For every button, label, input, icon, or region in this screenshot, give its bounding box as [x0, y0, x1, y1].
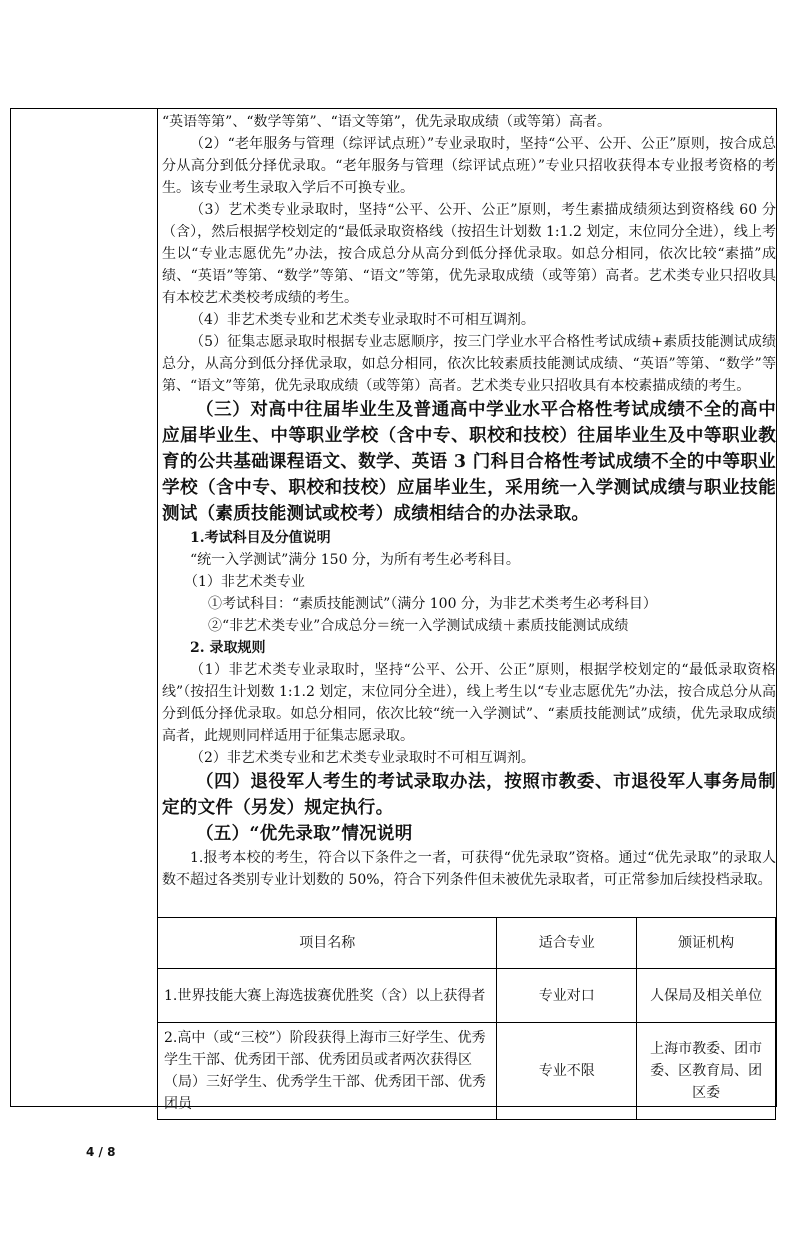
paragraph: “英语等第”、“数学等第”、“语文等第”，优先录取成绩（或等第）高者。: [162, 114, 611, 130]
section-heading: （五）“优先录取”情况说明: [196, 824, 413, 844]
page-number: 4 / 8: [86, 1145, 116, 1159]
cell-issuer: 上海市教委、团市委、区教育局、团区委: [637, 1023, 776, 1120]
paragraph: （4）非艺术类专业和艺术类专业录取时不可相互调剂。: [190, 312, 535, 328]
cell-major: 专业不限: [497, 1023, 637, 1120]
table-row: [158, 969, 776, 1023]
paragraph: （5）征集志愿录取时根据专业志愿顺序，按三门学业水平合格性考试成绩+素质技能测试成绩总分，从高分到低分择优录取，如总分相同，依次比较素质技能测试成绩、“英语”等第、“数学”等第、“语文”等第，优先录取成绩（或等第）高者。艺术类专业只招收具有本校素描成绩的考生。: [162, 334, 776, 394]
cell-item-name: 2.高中（或“三校”）阶段获得上海市三好学生、优秀学生干部、优秀团干部、优秀团员或者两次获得区（局）三好学生、优秀学生干部、优秀团干部、优秀团员: [158, 1023, 497, 1120]
table-row: [158, 1023, 776, 1120]
paragraph: 1.报考本校的考生，符合以下条件之一者，可获得“优先录取”资格。通过“优先录取”的录取人数不超过各类别专业计划数的 50%，符合下列条件但未被优先录取者，可正常参加后续投档录取。: [162, 850, 776, 888]
paragraph: （1）非艺术类专业录取时，坚持“公平、公开、公正”原则，根据学校划定的“最低录取资格线”（按招生计划数 1:1.2 划定，末位同分全进），线上考生以“专业志愿优先”办法，按合成总分从高分到低分择优录取。如总分相同，依次比较“统一入学测试”、“素质技能测试”成绩，优先录取成绩高者，此规则同样适用于征集志愿录取。: [162, 662, 776, 744]
paragraph: “统一入学测试”满分 150 分，为所有考生必考科目。: [190, 552, 520, 568]
paragraph: （2）非艺术类专业和艺术类专业录取时不可相互调剂。: [190, 750, 535, 766]
header-item-name: 项目名称: [158, 918, 497, 969]
table-border-top: [10, 108, 777, 109]
header-major: 适合专业: [497, 918, 637, 969]
paragraph: （1）非艺术类专业: [184, 574, 305, 590]
section-heading: （四）退役军人考生的考试录取办法，按照市教委、市退役军人事务局制定的文件（另发）规定执行。: [162, 772, 776, 818]
paragraph: ②“非艺术类专业”合成总分＝统一入学测试成绩＋素质技能测试成绩: [208, 618, 629, 634]
cell-major: 专业对口: [497, 969, 637, 1023]
table-border-right: [776, 108, 777, 1107]
paragraph: （2）“老年服务与管理（综评试点班）”专业录取时，坚持“公平、公开、公正”原则，按合成总分从高分到低分择优录取。“老年服务与管理（综评试点班）”专业只招收获得本专业报考资格的考生。该专业考生录取入学后不可换专业。: [162, 136, 776, 196]
section-heading: （三）对高中往届毕业生及普通高中学业水平合格性考试成绩不全的高中应届毕业生、中等职业学校（含中专、职校和技校）往届毕业生及中等职业教育的公共基础课程语文、数学、英语 3 门科目合格性考试成绩不全的中等职业学校（含中专、职校和技校）应届毕业生，采用统一入学测试成绩与职业技能测试（素质技能测试或校考）成绩相结合的办法录取。: [162, 400, 776, 524]
paragraph: （3）艺术类专业录取时，坚持“公平、公开、公正”原则，考生素描成绩须达到资格线 60 分（含），然后根据学校划定的“最低录取资格线（按招生计划数 1:1.2 划定，末位同分全进），线上考生以“专业志愿优先”办法，按合成总分从高分到低分择优录取。如总分相同，依次比较“素描”成绩、“英语”等第、“数学”等第、“语文”等第，优先录取成绩（或等第）高者。艺术类专业只招收具有本校艺术类校考成绩的考生。: [162, 202, 776, 306]
cell-issuer: 人保局及相关单位: [637, 969, 776, 1023]
paragraph: 2. 录取规则: [190, 640, 266, 656]
header-issuer: 颁证机构: [637, 918, 776, 969]
table-header-row: [158, 918, 776, 969]
cell-item-name: 1.世界技能大赛上海选拔赛优胜奖（含）以上获得者: [158, 969, 497, 1023]
table-border-left: [10, 108, 11, 1107]
paragraph: 1.考试科目及分值说明: [190, 530, 331, 546]
paragraph: ①考试科目：“素质技能测试”（满分 100 分，为非艺术类考生必考科目）: [208, 596, 657, 612]
document-body: [162, 111, 776, 891]
priority-admission-table: [157, 917, 776, 1120]
